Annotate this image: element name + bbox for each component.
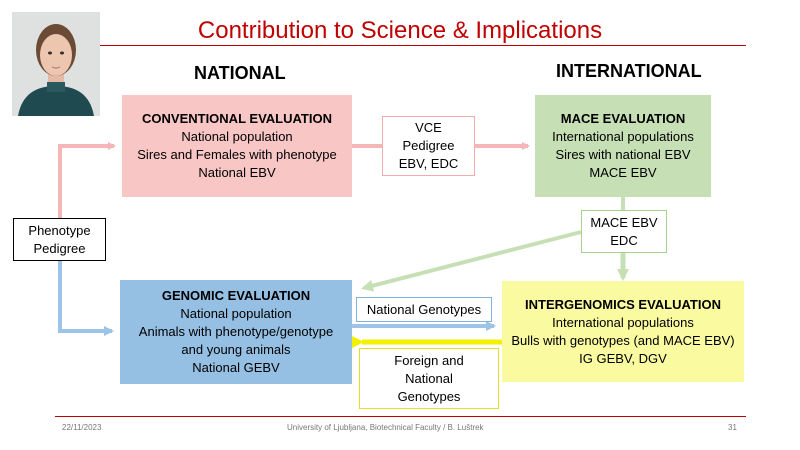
mace-line: MACE EBV	[589, 165, 657, 180]
intergenomics-line: Bulls with genotypes (and MACE EBV)	[511, 332, 735, 348]
mace-ebv-line: EDC	[610, 232, 638, 248]
footer-date: 22/11/2023	[62, 423, 102, 432]
arrow-phenotype-to-genomic	[60, 261, 112, 331]
genomic-evaluation-box	[120, 280, 352, 384]
vce-line: Pedigree	[402, 138, 455, 153]
intergenomics-line: International populations	[552, 314, 694, 330]
conventional-line: National population	[181, 129, 293, 144]
genomic-line: Animals with phenotype/genotype	[138, 324, 334, 339]
national-genotypes-label	[356, 297, 492, 322]
genomic-title: GENOMIC EVALUATION	[161, 288, 311, 303]
conventional-line: National EBV	[198, 165, 276, 180]
foreign-genotypes-label	[359, 348, 499, 409]
genomic-line: National population	[180, 306, 292, 321]
foreign-genotypes-line: Foreign and	[394, 352, 464, 368]
conventional-line: Sires and Females with phenotype	[137, 147, 337, 162]
arrow-macebv-to-genomic	[364, 232, 581, 288]
national-genotypes-text: National Genotypes	[366, 301, 482, 317]
intergenomics-line: IG GEBV, DGV	[579, 350, 667, 366]
slide-title: Contribution to Science & Implications	[197, 17, 603, 44]
arrow-phenotype-to-conventional	[60, 146, 114, 218]
phenotype-pedigree-box	[13, 218, 106, 261]
conventional-title: CONVENTIONAL EVALUATION	[142, 111, 332, 126]
intergenomics-evaluation-box	[502, 281, 744, 382]
foreign-genotypes-line: National	[405, 370, 453, 386]
footer-institution: University of Ljubljana, Biotechnical Faculty / B. Luštrek	[287, 423, 484, 432]
genomic-line: National GEBV	[192, 360, 280, 375]
vce-line: EBV, EDC	[398, 156, 459, 171]
footer-rule	[55, 416, 746, 417]
footer-page-number: 31	[728, 423, 737, 432]
vce-label-box	[382, 116, 475, 176]
mace-evaluation-box	[535, 95, 711, 197]
mace-line: International populations	[552, 129, 694, 144]
genomic-line: and young animals	[181, 342, 291, 357]
intergenomics-title: INTERGENOMICS EVALUATION	[525, 296, 721, 312]
mace-ebv-label-box	[581, 210, 667, 253]
phenotype-line: Pedigree	[33, 240, 86, 256]
mace-ebv-line: MACE EBV	[590, 214, 658, 230]
national-heading: NATIONAL	[194, 63, 286, 83]
foreign-genotypes-line: Genotypes	[397, 388, 461, 404]
phenotype-line: Phenotype	[28, 222, 91, 238]
vce-line: VCE	[415, 120, 442, 135]
conventional-evaluation-box	[122, 95, 352, 197]
international-heading: INTERNATIONAL	[556, 61, 702, 81]
mace-title: MACE EVALUATION	[560, 111, 686, 126]
mace-line: Sires with national EBV	[555, 147, 691, 162]
